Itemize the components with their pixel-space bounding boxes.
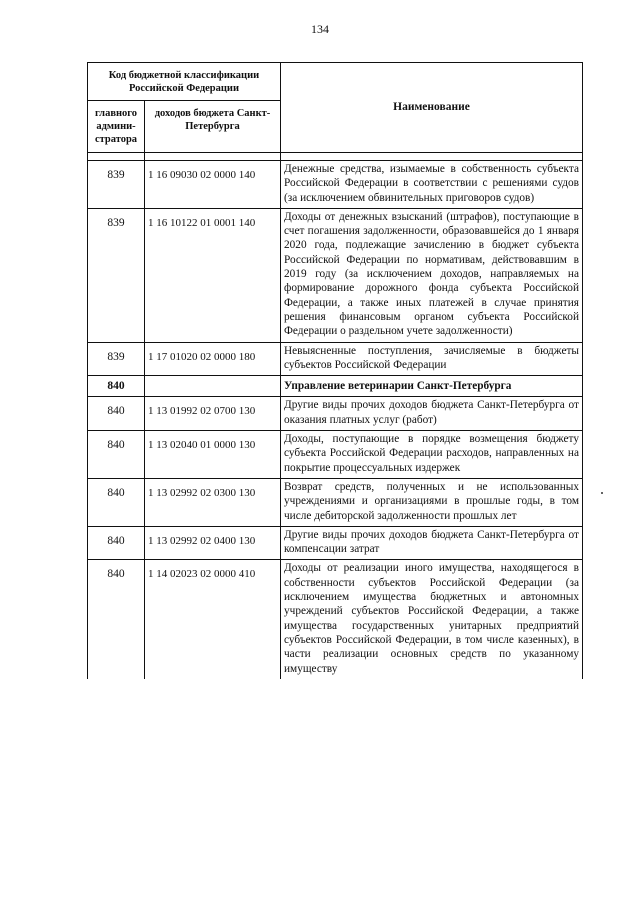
- admin-code-cell: 840: [88, 397, 145, 431]
- income-name-cell: Доходы от денежных взысканий (штрафов), поступающие в счет погашения задолженности, образовавшейся до 1 января 2020 года, подлежащие зачислению в бюджет субъекта Российской Федерации по нормативам, действовавшим в 2019 году (за исключением доходов, направляемых на формирование дорожного фонда субъекта Российской Федерации, а также иных платежей в случае принятия решения финансовым органом субъекта Российской Федерации о раздельном учете задолженности): [281, 208, 583, 342]
- budget-classification-table: [87, 62, 583, 679]
- administrator-name-cell: Управление ветеринарии Санкт-Петербурга: [281, 376, 583, 397]
- income-name-cell: Денежные средства, изымаемые в собственность субъекта Российской Федерации в соответствии с решениями судов (за исключением обвинительных приговоров судов): [281, 161, 583, 209]
- table-row: [88, 560, 583, 679]
- header-spacer-cell: [145, 153, 281, 161]
- scan-speck: [601, 492, 603, 494]
- table-row: [88, 208, 583, 342]
- header-name: Наименование: [281, 63, 583, 153]
- admin-code-cell: 840: [88, 560, 145, 679]
- admin-code-cell: 839: [88, 208, 145, 342]
- income-code-cell: 1 13 01992 02 0700 130: [145, 397, 281, 431]
- header-admin: главного админи-стратора: [88, 101, 145, 153]
- income-code-cell: [145, 376, 281, 397]
- admin-code-cell: 840: [88, 376, 145, 397]
- admin-code-cell: 839: [88, 161, 145, 209]
- table-row: [88, 431, 583, 479]
- income-name-cell: Возврат средств, полученных и не использованных учреждениями и организациями в прошлые годы, в том числе дебиторской задолженности прошлых лет: [281, 478, 583, 526]
- table-row-section-heading: [88, 376, 583, 397]
- table-row: [88, 397, 583, 431]
- admin-code-cell: 840: [88, 478, 145, 526]
- table-row: [88, 342, 583, 376]
- header-income: доходов бюджета Санкт-Петербурга: [145, 101, 281, 153]
- admin-code-cell: 840: [88, 431, 145, 479]
- budget-classification-table-wrap: [87, 62, 582, 679]
- income-name-cell: Невыясненные поступления, зачисляемые в бюджеты субъектов Российской Федерации: [281, 342, 583, 376]
- header-classification: Код бюджетной классификации Российской Федерации: [88, 63, 281, 101]
- income-code-cell: 1 16 09030 02 0000 140: [145, 161, 281, 209]
- header-spacer-cell: [88, 153, 145, 161]
- income-code-cell: 1 13 02992 02 0300 130: [145, 478, 281, 526]
- table-row: [88, 478, 583, 526]
- income-code-cell: 1 13 02040 01 0000 130: [145, 431, 281, 479]
- income-name-cell: Другие виды прочих доходов бюджета Санкт-Петербурга от компенсации затрат: [281, 526, 583, 560]
- admin-code-cell: 839: [88, 342, 145, 376]
- page-number: 134: [311, 22, 329, 36]
- admin-code-cell: 840: [88, 526, 145, 560]
- income-name-cell: Другие виды прочих доходов бюджета Санкт-Петербурга от оказания платных услуг (работ): [281, 397, 583, 431]
- income-name-cell: Доходы, поступающие в порядке возмещения бюджету субъекта Российской Федерации расходов, направленных на покрытие процессуальных издержек: [281, 431, 583, 479]
- header-spacer-cell: [281, 153, 583, 161]
- income-name-cell: Доходы от реализации иного имущества, находящегося в собственности субъектов Российской Федерации (за исключением имущества бюджетных и автономных учреждений субъектов Российской Федерации, а также имущества государственных унитарных предприятий субъектов Российской Федерации, в том числе казенных), в части реализации основных средств по указанному имуществу: [281, 560, 583, 679]
- table-row: [88, 161, 583, 209]
- income-code-cell: 1 14 02023 02 0000 410: [145, 560, 281, 679]
- income-code-cell: 1 16 10122 01 0001 140: [145, 208, 281, 342]
- table-row: [88, 526, 583, 560]
- income-code-cell: 1 13 02992 02 0400 130: [145, 526, 281, 560]
- income-code-cell: 1 17 01020 02 0000 180: [145, 342, 281, 376]
